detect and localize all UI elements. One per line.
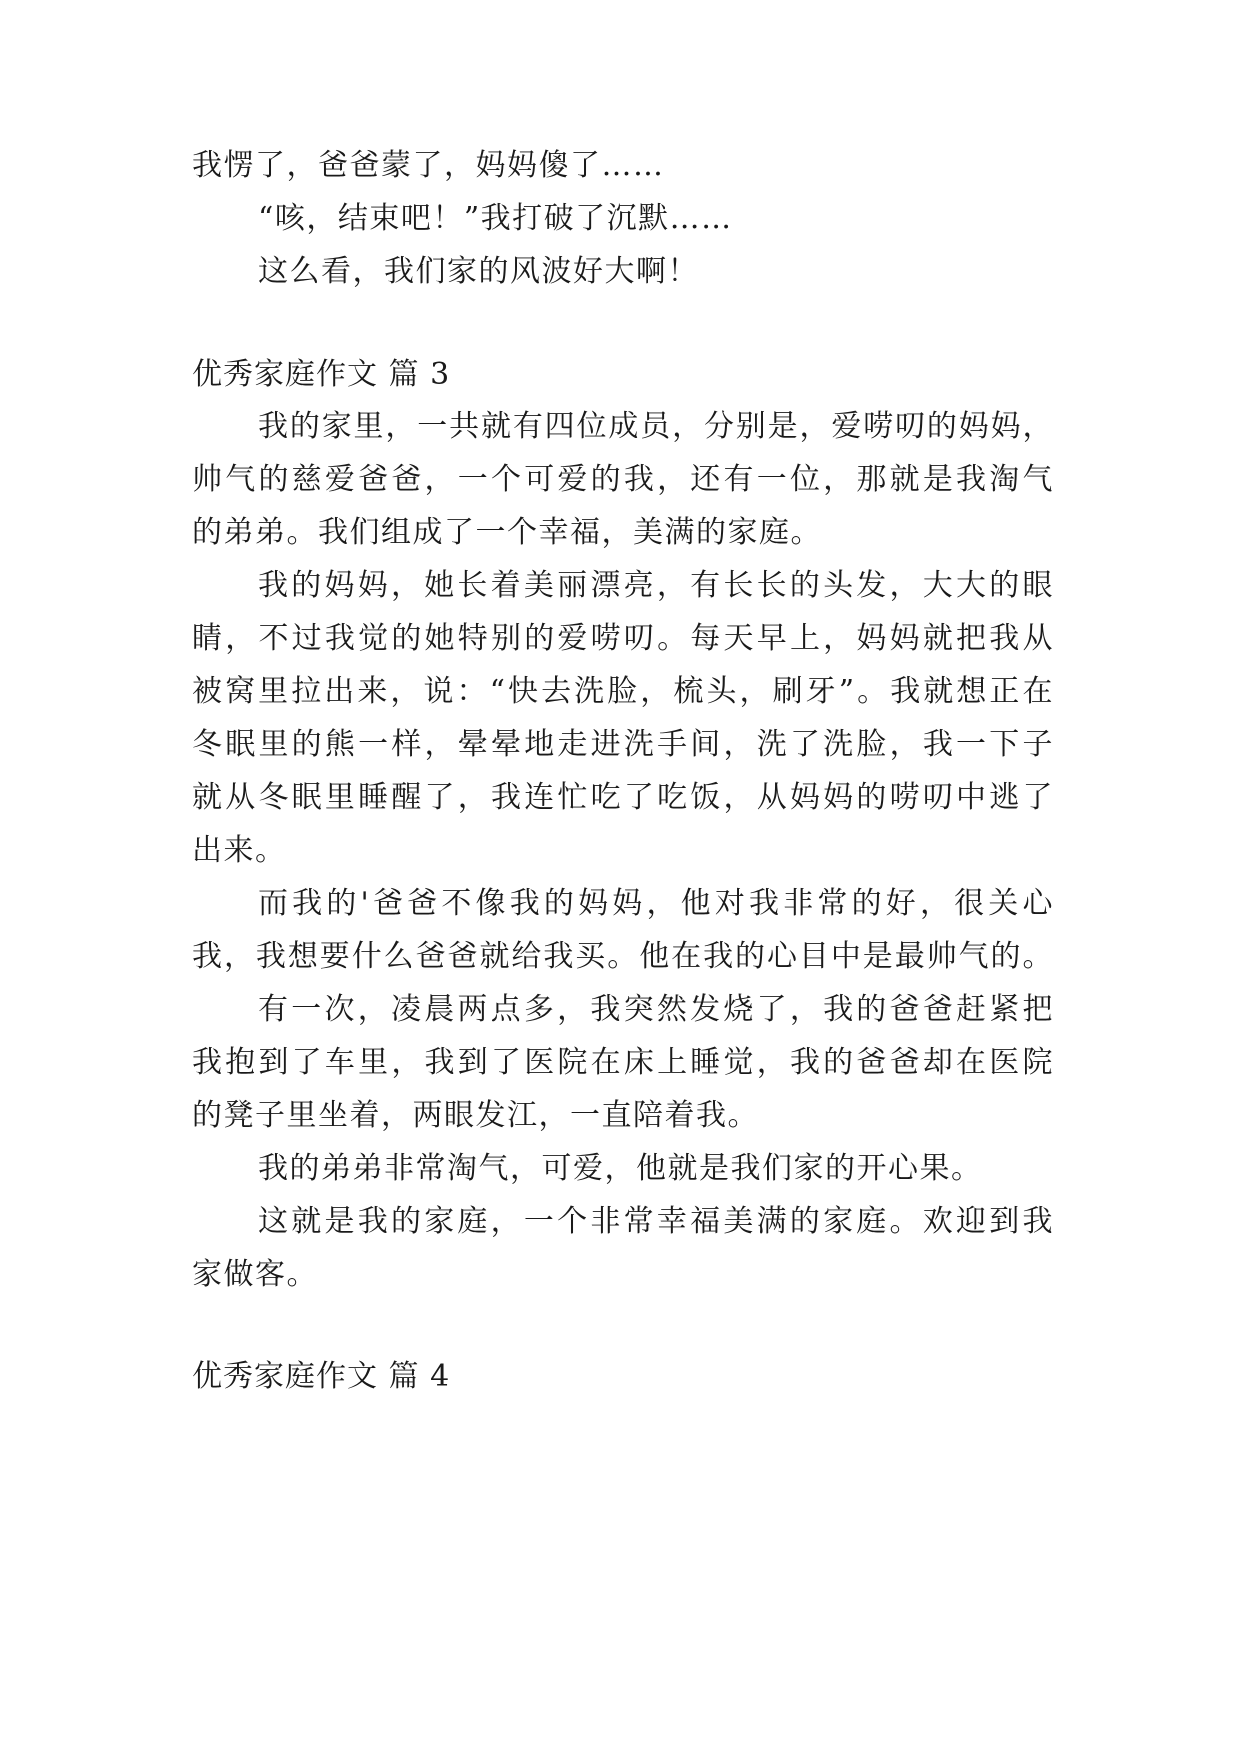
paragraph-line: 就从冬眠里睡醒了，我连忙吃了吃饭，从妈妈的唠叨中逃了 <box>192 780 1054 815</box>
paragraph-line: 我的家里，一共就有四位成员，分别是，爱唠叨的妈妈， <box>258 409 1054 444</box>
paragraph-line: 家做客。 <box>192 1257 318 1292</box>
paragraph-line: 的弟弟。我们组成了一个幸福，美满的家庭。 <box>192 515 822 550</box>
paragraph-line: 帅气的慈爱爸爸，一个可爱的我，还有一位，那就是我淘气 <box>192 462 1054 497</box>
intro-line-3: 这么看，我们家的风波好大啊！ <box>258 254 699 289</box>
paragraph-line: 我，我想要什么爸爸就给我买。他在我的心目中是最帅气的。 <box>192 939 1054 974</box>
paragraph-line: 睛，不过我觉的她特别的爱唠叨。每天早上，妈妈就把我从 <box>192 621 1054 656</box>
section-3-heading: 优秀家庭作文 篇 3 <box>192 357 451 392</box>
paragraph-line: 出来。 <box>192 833 287 868</box>
paragraph-line: 被窝里拉出来，说：“快去洗脸，梳头，刷牙”。我就想正在 <box>192 674 1054 709</box>
paragraph-line: 这就是我的家庭，一个非常幸福美满的家庭。欢迎到我 <box>258 1204 1054 1239</box>
paragraph-line: 我的妈妈，她长着美丽漂亮，有长长的头发，大大的眼 <box>258 568 1054 603</box>
paragraph-line: 冬眠里的熊一样，晕晕地走进洗手间，洗了洗脸，我一下子 <box>192 727 1054 762</box>
intro-line-2: “咳，结束吧！”我打破了沉默…… <box>258 201 733 236</box>
paragraph-line: 我抱到了车里，我到了医院在床上睡觉，我的爸爸却在医院 <box>192 1045 1054 1080</box>
paragraph-line: 有一次，凌晨两点多，我突然发烧了，我的爸爸赶紧把 <box>258 992 1054 1027</box>
paragraph-line: 我的弟弟非常淘气，可爱，他就是我们家的开心果。 <box>258 1151 983 1186</box>
paragraph-line: 而我的'爸爸不像我的妈妈，他对我非常的好，很关心 <box>258 886 1054 921</box>
intro-line-1: 我愣了，爸爸蒙了，妈妈傻了…… <box>192 148 665 183</box>
section-4-heading: 优秀家庭作文 篇 4 <box>192 1359 451 1394</box>
paragraph-line: 的凳子里坐着，两眼发江，一直陪着我。 <box>192 1098 759 1133</box>
